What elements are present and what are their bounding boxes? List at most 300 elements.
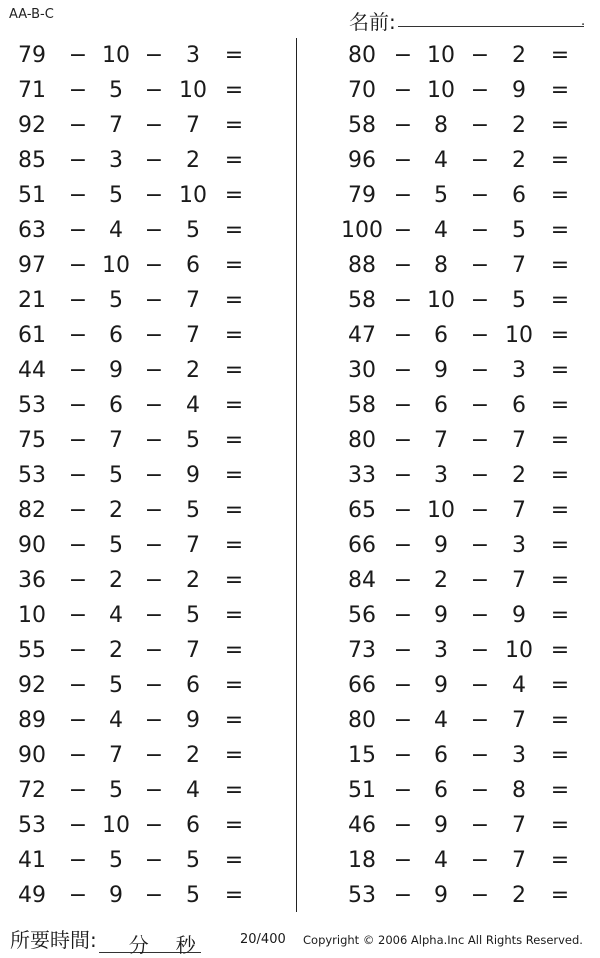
subtrahend-2: 2 <box>512 43 526 68</box>
minus-sign: − <box>470 778 490 803</box>
minus-sign: − <box>393 253 413 278</box>
name-label: 名前: <box>349 10 396 34</box>
minus-sign: − <box>393 708 413 733</box>
equals-sign: = <box>224 463 244 488</box>
minuend: 30 <box>348 358 376 383</box>
minus-sign: − <box>68 323 88 348</box>
minus-sign: − <box>470 498 490 523</box>
equals-sign: = <box>550 883 570 908</box>
minus-sign: − <box>68 148 88 173</box>
minus-sign: − <box>144 253 164 278</box>
minus-sign: − <box>470 848 490 873</box>
subtrahend-2: 3 <box>512 533 526 558</box>
time-blank[interactable] <box>99 930 201 957</box>
subtrahend-1: 7 <box>434 428 448 453</box>
problem-row <box>300 563 600 598</box>
minus-sign: − <box>144 463 164 488</box>
subtrahend-1: 2 <box>109 638 123 663</box>
minus-sign: − <box>68 253 88 278</box>
minus-sign: − <box>144 743 164 768</box>
minus-sign: − <box>470 463 490 488</box>
subtrahend-2: 7 <box>186 323 200 348</box>
subtrahend-1: 9 <box>434 673 448 698</box>
minus-sign: − <box>470 253 490 278</box>
subtrahend-1: 5 <box>109 533 123 558</box>
problem-row <box>300 248 600 283</box>
problem-row <box>300 773 600 808</box>
subtrahend-2: 9 <box>512 603 526 628</box>
minus-sign: − <box>393 43 413 68</box>
minuend: 96 <box>348 148 376 173</box>
equals-sign: = <box>550 253 570 278</box>
subtrahend-2: 10 <box>179 78 207 103</box>
minus-sign: − <box>144 393 164 418</box>
subtrahend-2: 7 <box>512 568 526 593</box>
subtrahend-2: 4 <box>186 778 200 803</box>
minus-sign: − <box>470 428 490 453</box>
minuend: 90 <box>18 533 46 558</box>
minuend: 75 <box>18 428 46 453</box>
subtrahend-1: 4 <box>109 603 123 628</box>
subtrahend-1: 6 <box>434 323 448 348</box>
minus-sign: − <box>68 393 88 418</box>
problem-row <box>0 38 296 73</box>
minus-sign: − <box>470 288 490 313</box>
minus-sign: − <box>393 883 413 908</box>
subtrahend-2: 10 <box>505 323 533 348</box>
subtrahend-2: 6 <box>512 183 526 208</box>
problem-row <box>300 73 600 108</box>
subtrahend-2: 3 <box>512 358 526 383</box>
problem-row <box>300 388 600 423</box>
problem-row <box>300 633 600 668</box>
subtrahend-1: 3 <box>434 638 448 663</box>
minus-sign: − <box>144 708 164 733</box>
equals-sign: = <box>550 813 570 838</box>
minus-sign: − <box>144 148 164 173</box>
subtrahend-1: 5 <box>109 848 123 873</box>
minus-sign: − <box>68 813 88 838</box>
minuend: 53 <box>348 883 376 908</box>
subtrahend-2: 5 <box>512 288 526 313</box>
minus-sign: − <box>68 638 88 663</box>
problem-row <box>0 773 296 808</box>
minus-sign: − <box>470 218 490 243</box>
subtrahend-1: 10 <box>102 813 130 838</box>
minuend: 18 <box>348 848 376 873</box>
minuend: 46 <box>348 813 376 838</box>
subtrahend-1: 10 <box>427 498 455 523</box>
equals-sign: = <box>550 113 570 138</box>
minus-sign: − <box>68 883 88 908</box>
minuend: 100 <box>341 218 383 243</box>
subtrahend-2: 7 <box>186 113 200 138</box>
subtrahend-2: 4 <box>186 393 200 418</box>
problem-row <box>0 108 296 143</box>
subtrahend-1: 4 <box>109 218 123 243</box>
minus-sign: − <box>393 288 413 313</box>
minus-sign: − <box>144 113 164 138</box>
equals-sign: = <box>550 358 570 383</box>
minus-sign: − <box>470 148 490 173</box>
equals-sign: = <box>550 638 570 663</box>
minuend: 66 <box>348 673 376 698</box>
minuend: 53 <box>18 813 46 838</box>
problem-row <box>0 563 296 598</box>
minuend: 33 <box>348 463 376 488</box>
equals-sign: = <box>224 323 244 348</box>
problem-row <box>0 318 296 353</box>
minus-sign: − <box>144 533 164 558</box>
subtrahend-1: 9 <box>109 883 123 908</box>
minuend: 41 <box>18 848 46 873</box>
problem-row <box>300 458 600 493</box>
subtrahend-2: 7 <box>512 428 526 453</box>
minus-sign: − <box>68 43 88 68</box>
problem-row <box>0 178 296 213</box>
minus-sign: − <box>68 778 88 803</box>
minus-sign: − <box>393 848 413 873</box>
minuend: 85 <box>18 148 46 173</box>
minus-sign: − <box>393 148 413 173</box>
minus-sign: − <box>68 673 88 698</box>
minus-sign: − <box>470 183 490 208</box>
name-end-mark: . <box>581 14 586 29</box>
subtrahend-2: 2 <box>512 113 526 138</box>
minuend: 73 <box>348 638 376 663</box>
subtrahend-1: 2 <box>109 498 123 523</box>
problem-row <box>0 353 296 388</box>
minus-sign: − <box>470 638 490 663</box>
minus-sign: − <box>144 183 164 208</box>
minuend: 47 <box>348 323 376 348</box>
minuend: 70 <box>348 78 376 103</box>
seconds-unit: 秒 <box>175 933 196 957</box>
equals-sign: = <box>550 78 570 103</box>
minus-sign: − <box>68 568 88 593</box>
subtrahend-2: 5 <box>186 603 200 628</box>
minuend: 58 <box>348 113 376 138</box>
subtrahend-2: 7 <box>512 253 526 278</box>
equals-sign: = <box>224 183 244 208</box>
minus-sign: − <box>144 428 164 453</box>
subtrahend-2: 10 <box>505 638 533 663</box>
subtrahend-2: 7 <box>186 533 200 558</box>
minus-sign: − <box>144 323 164 348</box>
subtrahend-2: 7 <box>186 638 200 663</box>
equals-sign: = <box>224 708 244 733</box>
problem-row <box>0 843 296 878</box>
subtrahend-1: 5 <box>434 183 448 208</box>
subtrahend-2: 5 <box>186 218 200 243</box>
minuend: 88 <box>348 253 376 278</box>
subtrahend-2: 7 <box>512 708 526 733</box>
equals-sign: = <box>224 883 244 908</box>
minus-sign: − <box>393 498 413 523</box>
subtrahend-1: 9 <box>434 358 448 383</box>
subtrahend-2: 3 <box>512 743 526 768</box>
problem-row <box>0 143 296 178</box>
equals-sign: = <box>550 288 570 313</box>
minus-sign: − <box>470 603 490 628</box>
minus-sign: − <box>144 673 164 698</box>
minus-sign: − <box>144 813 164 838</box>
minuend: 56 <box>348 603 376 628</box>
subtrahend-2: 5 <box>186 498 200 523</box>
subtrahend-1: 5 <box>109 288 123 313</box>
minus-sign: − <box>393 743 413 768</box>
subtrahend-2: 7 <box>512 813 526 838</box>
minus-sign: − <box>144 603 164 628</box>
equals-sign: = <box>224 393 244 418</box>
equals-sign: = <box>550 323 570 348</box>
subtrahend-2: 5 <box>186 428 200 453</box>
subtrahend-1: 9 <box>434 813 448 838</box>
minus-sign: − <box>393 813 413 838</box>
equals-sign: = <box>224 848 244 873</box>
problem-row <box>300 843 600 878</box>
subtrahend-1: 6 <box>434 778 448 803</box>
name-field-line[interactable] <box>398 26 584 27</box>
minus-sign: − <box>393 183 413 208</box>
minuend: 55 <box>18 638 46 663</box>
minus-sign: − <box>68 533 88 558</box>
subtrahend-2: 2 <box>186 568 200 593</box>
problem-row <box>300 878 600 913</box>
time-taken <box>10 924 201 957</box>
equals-sign: = <box>550 848 570 873</box>
problem-row <box>300 493 600 528</box>
minus-sign: − <box>470 393 490 418</box>
minus-sign: − <box>144 638 164 663</box>
subtrahend-1: 4 <box>109 708 123 733</box>
minus-sign: − <box>470 78 490 103</box>
problem-row <box>0 248 296 283</box>
subtrahend-2: 6 <box>512 393 526 418</box>
equals-sign: = <box>550 43 570 68</box>
subtrahend-2: 3 <box>186 43 200 68</box>
minus-sign: − <box>68 603 88 628</box>
subtrahend-2: 7 <box>512 498 526 523</box>
minuend: 82 <box>18 498 46 523</box>
problem-row <box>0 598 296 633</box>
problem-row <box>0 878 296 913</box>
subtrahend-2: 5 <box>186 883 200 908</box>
equals-sign: = <box>224 358 244 383</box>
equals-sign: = <box>224 568 244 593</box>
problem-row <box>0 423 296 458</box>
subtrahend-2: 4 <box>512 673 526 698</box>
equals-sign: = <box>550 218 570 243</box>
problem-row <box>300 318 600 353</box>
problem-row <box>0 808 296 843</box>
subtrahend-2: 2 <box>512 463 526 488</box>
problem-row <box>300 38 600 73</box>
minus-sign: − <box>393 78 413 103</box>
subtrahend-1: 5 <box>109 463 123 488</box>
subtrahend-1: 2 <box>109 568 123 593</box>
minuend: 51 <box>348 778 376 803</box>
subtrahend-2: 2 <box>512 883 526 908</box>
subtrahend-1: 4 <box>434 148 448 173</box>
equals-sign: = <box>224 288 244 313</box>
problem-row <box>300 143 600 178</box>
minuend: 80 <box>348 428 376 453</box>
minuend: 53 <box>18 393 46 418</box>
time-label: 所要時間: <box>10 928 97 952</box>
problem-row <box>0 528 296 563</box>
minuend: 36 <box>18 568 46 593</box>
subtrahend-2: 2 <box>186 358 200 383</box>
minus-sign: − <box>144 848 164 873</box>
equals-sign: = <box>550 603 570 628</box>
subtrahend-1: 2 <box>434 568 448 593</box>
minus-sign: − <box>68 708 88 733</box>
minus-sign: − <box>393 358 413 383</box>
minus-sign: − <box>393 568 413 593</box>
equals-sign: = <box>224 78 244 103</box>
minus-sign: − <box>68 428 88 453</box>
minus-sign: − <box>470 568 490 593</box>
subtrahend-1: 6 <box>434 743 448 768</box>
copyright: Copyright © 2006 Alpha.Inc All Rights Reserved. <box>303 933 583 947</box>
equals-sign: = <box>224 148 244 173</box>
minus-sign: − <box>393 673 413 698</box>
minus-sign: − <box>144 358 164 383</box>
minus-sign: − <box>68 78 88 103</box>
problem-row <box>300 808 600 843</box>
subtrahend-2: 9 <box>186 463 200 488</box>
minuend: 71 <box>18 78 46 103</box>
minuend: 80 <box>348 708 376 733</box>
subtrahend-2: 6 <box>186 253 200 278</box>
equals-sign: = <box>224 638 244 663</box>
subtrahend-2: 2 <box>186 743 200 768</box>
minus-sign: − <box>470 673 490 698</box>
equals-sign: = <box>550 393 570 418</box>
subtrahend-1: 9 <box>434 603 448 628</box>
problem-row <box>0 493 296 528</box>
problem-row <box>300 598 600 633</box>
equals-sign: = <box>224 218 244 243</box>
minuend: 58 <box>348 288 376 313</box>
problem-row <box>0 388 296 423</box>
subtrahend-1: 3 <box>434 463 448 488</box>
minus-sign: − <box>68 743 88 768</box>
minus-sign: − <box>393 533 413 558</box>
minuend: 65 <box>348 498 376 523</box>
equals-sign: = <box>550 673 570 698</box>
minuend: 15 <box>348 743 376 768</box>
equals-sign: = <box>550 148 570 173</box>
subtrahend-1: 10 <box>427 78 455 103</box>
minus-sign: − <box>470 708 490 733</box>
subtrahend-1: 10 <box>427 43 455 68</box>
subtrahend-2: 9 <box>186 708 200 733</box>
problem-row <box>0 73 296 108</box>
minus-sign: − <box>68 848 88 873</box>
minus-sign: − <box>144 43 164 68</box>
minus-sign: − <box>68 288 88 313</box>
problem-row <box>300 423 600 458</box>
minus-sign: − <box>68 358 88 383</box>
equals-sign: = <box>224 428 244 453</box>
minus-sign: − <box>393 323 413 348</box>
problem-row <box>0 283 296 318</box>
subtrahend-1: 5 <box>109 673 123 698</box>
minus-sign: − <box>470 43 490 68</box>
left-problem-column <box>0 38 296 913</box>
minuend: 51 <box>18 183 46 208</box>
minus-sign: − <box>470 323 490 348</box>
subtrahend-1: 6 <box>434 393 448 418</box>
subtrahend-1: 9 <box>434 533 448 558</box>
equals-sign: = <box>224 498 244 523</box>
minus-sign: − <box>68 218 88 243</box>
minus-sign: − <box>470 113 490 138</box>
minus-sign: − <box>144 778 164 803</box>
minus-sign: − <box>470 358 490 383</box>
equals-sign: = <box>224 253 244 278</box>
minuend: 92 <box>18 113 46 138</box>
problem-row <box>0 633 296 668</box>
equals-sign: = <box>224 43 244 68</box>
minus-sign: − <box>393 428 413 453</box>
equals-sign: = <box>550 568 570 593</box>
minuend: 79 <box>348 183 376 208</box>
minuend: 89 <box>18 708 46 733</box>
problem-row <box>0 668 296 703</box>
minus-sign: − <box>393 218 413 243</box>
minus-sign: − <box>144 218 164 243</box>
subtrahend-2: 9 <box>512 78 526 103</box>
minus-sign: − <box>393 638 413 663</box>
minuend: 97 <box>18 253 46 278</box>
subtrahend-1: 4 <box>434 708 448 733</box>
subtrahend-2: 2 <box>186 148 200 173</box>
subtrahend-1: 10 <box>102 253 130 278</box>
equals-sign: = <box>224 673 244 698</box>
minuend: 21 <box>18 288 46 313</box>
equals-sign: = <box>224 113 244 138</box>
equals-sign: = <box>550 708 570 733</box>
minus-sign: − <box>393 393 413 418</box>
subtrahend-1: 6 <box>109 393 123 418</box>
subtrahend-1: 5 <box>109 78 123 103</box>
equals-sign: = <box>550 778 570 803</box>
worksheet-code: AA-B-C <box>9 7 54 22</box>
minuend: 61 <box>18 323 46 348</box>
equals-sign: = <box>224 813 244 838</box>
page-count: 20/400 <box>240 932 286 947</box>
problem-row <box>300 668 600 703</box>
minus-sign: − <box>393 778 413 803</box>
minus-sign: − <box>144 78 164 103</box>
minuend: 80 <box>348 43 376 68</box>
subtrahend-2: 6 <box>186 813 200 838</box>
minuend: 66 <box>348 533 376 558</box>
problem-row <box>300 178 600 213</box>
subtrahend-1: 9 <box>434 883 448 908</box>
minuend: 10 <box>18 603 46 628</box>
problem-row <box>0 738 296 773</box>
minuend: 53 <box>18 463 46 488</box>
subtrahend-1: 3 <box>109 148 123 173</box>
minus-sign: − <box>470 883 490 908</box>
subtrahend-1: 6 <box>109 323 123 348</box>
equals-sign: = <box>550 743 570 768</box>
subtrahend-1: 10 <box>102 43 130 68</box>
